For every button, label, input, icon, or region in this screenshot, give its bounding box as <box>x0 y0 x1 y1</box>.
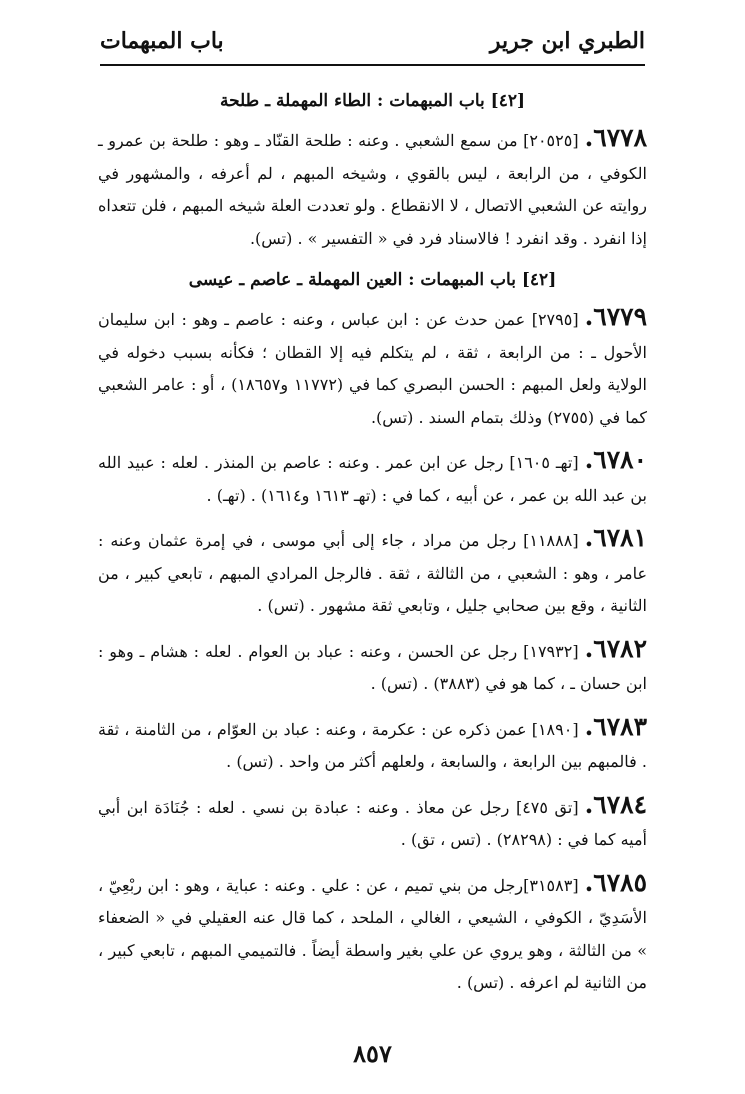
entry <box>98 122 647 255</box>
running-header <box>100 28 645 68</box>
entry-number: ٦٧٨٥. <box>584 867 647 897</box>
entry-text: [٣١٥٨٣]رجل من بني تميم ، عن : علي . وعنه : عباية ، وهو : ابن ربْعِيّ ، الأسَدِيّ ، الكوفي ، الشيعي ، الغالي ، الملحد ، كما قال عنه العقيلي في « الضعفاء » من الثالثة ، وهو يروي عن علي بغير واسطة أيضاً . فالتميمي المبهم ، تابعي كبير ، من الثانية لم اعرفه . (تس) . <box>98 875 647 992</box>
entry <box>98 711 647 779</box>
header-chapter: باب المبهمات <box>100 28 224 54</box>
page-body <box>98 84 647 1010</box>
entry-number: ٦٧٧٩. <box>584 302 647 331</box>
entry <box>98 301 647 434</box>
entry-number: ٦٧٨١. <box>584 523 647 552</box>
entry-text: [١٨٩٠] عمن ذكره عن : عكرمة ، وعنه : عباد بن العوّام ، من الثامنة ، ثقة . فالمبهم بين الرابعة ، والسابعة ، ولعلهم أكثر من واحد . (تس) . <box>98 719 647 771</box>
entry-text: [تهـ ١٦٠٥] رجل عن ابن عمر . وعنه : عاصم بن المنذر . لعله : عبيد الله بن عبد الله بن عمر ، عن أبيه ، كما في : (تهـ ١٦١٣ و١٦١٤) . (تهـ) . <box>98 453 647 505</box>
page-number: ٨٥٧ <box>353 1039 392 1068</box>
entry <box>98 867 647 1000</box>
entry-text: [٢٠٥٢٥] من سمع الشعبي . وعنه : طلحة القنّاد ـ وهو : طلحة بن عمرو ـ الكوفي ، من الرابعة ، ليس بالقوي ، وشيخه المبهم ، لم أعرفه ، والمشهور في روايته عن الشعبي الاتصال ، لا الانقطاع . ولو تعددت العلة شيخه المبهم ، فلن تتعداه إذا انفرد . وقد انفرد ! فالاسناد فرد في « التفسير » . (تس). <box>98 131 647 248</box>
entry <box>98 444 647 512</box>
entry <box>98 522 647 623</box>
entry <box>98 633 647 701</box>
entry-number: ٦٧٨٠. <box>584 445 648 474</box>
header-rule <box>100 64 645 66</box>
section-heading-ta: [٤٢] باب المبهمات : الطاء المهملة ـ طلحة <box>219 91 526 111</box>
header-author: الطبري ابن جرير <box>489 28 645 54</box>
section-heading-ain: [٤٢] باب المبهمات : العين المهملة ـ عاصم ـ عيسى <box>188 270 557 290</box>
entry-text: [٢٧٩٥] عمن حدث عن : ابن عباس ، وعنه : عاصم ـ وهو : ابن سليمان الأحول ـ : من الرابعة ، ثقة ، لم يتكلم فيه إلا القطان ؛ فكأنه بسبب دخوله في الولاية ولعل المبهم : الحسن البصري كما في (١١٧٧٢ و١٨٦٥٧) ، أو : عامر الشعبي كما في (٢٧٥٥) وذلك بتمام السند . (تس). <box>98 310 648 427</box>
entry-number: ٦٧٨٢. <box>584 633 647 663</box>
entry <box>98 789 647 857</box>
entry-text: [١١٨٨٨] رجل من مراد ، جاء إلى أبي موسى ، في إمرة عثمان وعنه : عامر ، وهو : الشعبي ، من الثالثة ، ثقة . فالرجل المرادي المبهم ، تابعي كبير ، من الثانية ، وقع بين صحابي جليل ، وتابعي ثقة مشهور . (تس) . <box>98 531 647 615</box>
entry-number: ٦٧٨٤. <box>584 789 648 819</box>
entry-number: ٦٧٨٣. <box>584 711 647 741</box>
entry-number: ٦٧٧٨. <box>584 123 647 152</box>
entry-text: [تق ٤٧٥] رجل عن معاذ . وعنه : عبادة بن نسي . لعله : جُنَادَة ابن أبي أميه كما في : (٢٨٢٩٨) . (تس ، تق) . <box>98 797 647 849</box>
entry-text: [١٧٩٣٢] رجل عن الحسن ، وعنه : عباد بن العوام . لعله : هشام ـ وهو : ابن حسان ـ ، كما هو في (٣٨٨٣) . (تس) . <box>98 641 647 693</box>
